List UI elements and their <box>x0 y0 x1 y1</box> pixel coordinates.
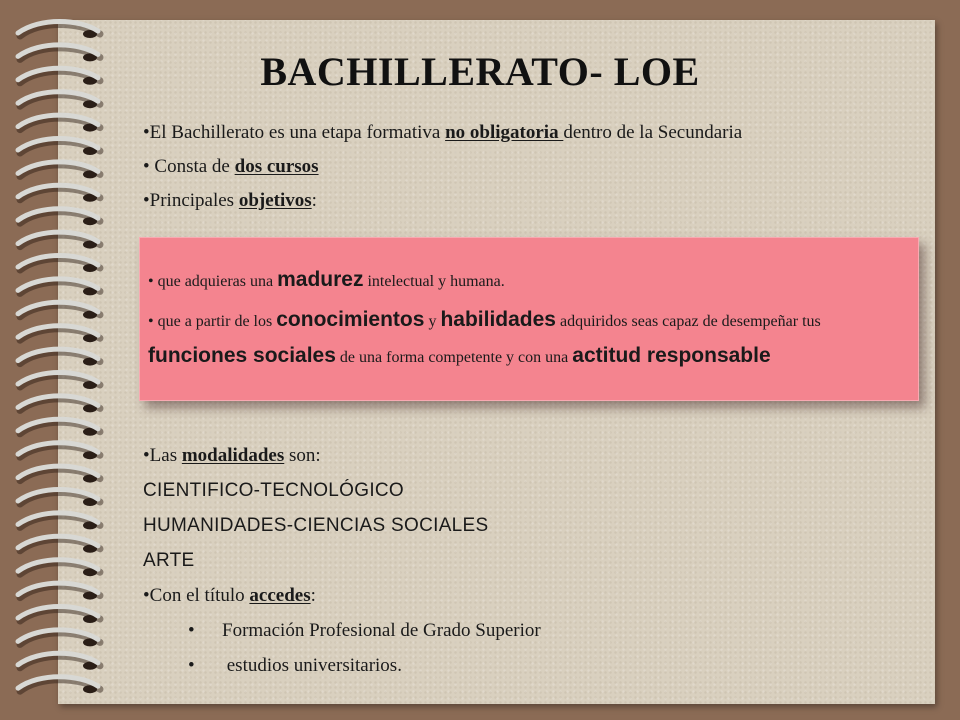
spiral-ring <box>18 115 100 132</box>
objective-text: de una forma competente y con una <box>335 348 573 366</box>
spiral-ring <box>18 209 100 226</box>
objective-2 <box>148 302 904 373</box>
page-title: BACHILLERATO- LOE <box>260 49 700 94</box>
access-item <box>188 620 541 642</box>
underlined-term: dos cursos <box>234 156 319 177</box>
modalidad-item: ARTE <box>143 550 195 571</box>
bullet-icon: • <box>188 655 195 676</box>
bullet-icon: • <box>188 620 195 641</box>
underlined-term: objetivos <box>238 190 312 211</box>
intro-line-1 <box>143 122 742 144</box>
spiral-ring <box>18 490 100 507</box>
label-text: •Las <box>143 445 182 466</box>
spiral-ring <box>18 326 100 343</box>
objective-1 <box>148 260 904 300</box>
underlined-term: modalidades <box>181 445 285 466</box>
access-text: Formación Profesional de Grado Superior <box>222 620 541 641</box>
spiral-ring <box>18 466 100 483</box>
objective-text: y <box>424 312 441 330</box>
objective-text: intelectual y humana. <box>363 273 505 290</box>
spiral-ring <box>18 396 100 413</box>
titulo-label <box>143 585 316 607</box>
spiral-ring <box>18 373 100 390</box>
label-text: •Con el título <box>143 585 250 606</box>
intro-line-2 <box>143 156 319 178</box>
spiral-ring <box>18 560 100 577</box>
access-text: estudios universitarios. <box>222 655 402 676</box>
spiral-ring <box>18 536 100 553</box>
intro-text: • Consta de <box>143 156 235 177</box>
intro-text: •Principales <box>143 190 239 211</box>
objective-text: • que a partir de los <box>148 312 277 330</box>
underlined-term: accedes <box>249 585 311 606</box>
label-text: son: <box>284 445 321 466</box>
spiral-ring <box>18 419 100 436</box>
spiral-ring <box>18 185 100 202</box>
intro-text: •El Bachillerato es una etapa formativa <box>143 122 446 143</box>
objectives-box <box>139 237 919 401</box>
label-text: : <box>310 585 316 606</box>
underlined-term: no obligatoria <box>445 122 564 143</box>
spiral-ring <box>18 630 100 647</box>
highlight-term: funciones sociales <box>148 343 336 367</box>
highlight-term: madurez <box>277 268 364 291</box>
spiral-ring <box>18 677 100 694</box>
spiral-ring <box>18 256 100 273</box>
spiral-ring <box>18 232 100 249</box>
spiral-ring <box>18 302 100 319</box>
spiral-ring <box>18 607 100 624</box>
access-item <box>188 655 402 677</box>
intro-line-3 <box>143 190 317 212</box>
modalidad-item: CIENTIFICO-TECNOLÓGICO <box>143 480 404 501</box>
spiral-ring <box>18 653 100 670</box>
spiral-ring <box>18 279 100 296</box>
spiral-ring <box>18 513 100 530</box>
highlight-term: conocimientos <box>276 307 425 331</box>
modalidades-label <box>143 445 321 467</box>
intro-text: : <box>311 190 317 211</box>
spiral-binding <box>0 0 120 720</box>
highlight-term: habilidades <box>440 307 556 331</box>
objective-text: adquiridos seas capaz de desempeñar tus <box>555 312 821 330</box>
intro-text: dentro de la Secundaria <box>563 122 743 143</box>
spiral-ring <box>18 349 100 366</box>
modalidad-item: HUMANIDADES-CIENCIAS SOCIALES <box>143 515 489 536</box>
spiral-ring <box>18 162 100 179</box>
objective-text: • que adquieras una <box>148 273 278 290</box>
spiral-ring <box>18 583 100 600</box>
spiral-ring <box>18 139 100 156</box>
spiral-ring <box>18 443 100 460</box>
highlight-term: actitud responsable <box>572 343 771 367</box>
spiral-ring <box>18 22 100 39</box>
